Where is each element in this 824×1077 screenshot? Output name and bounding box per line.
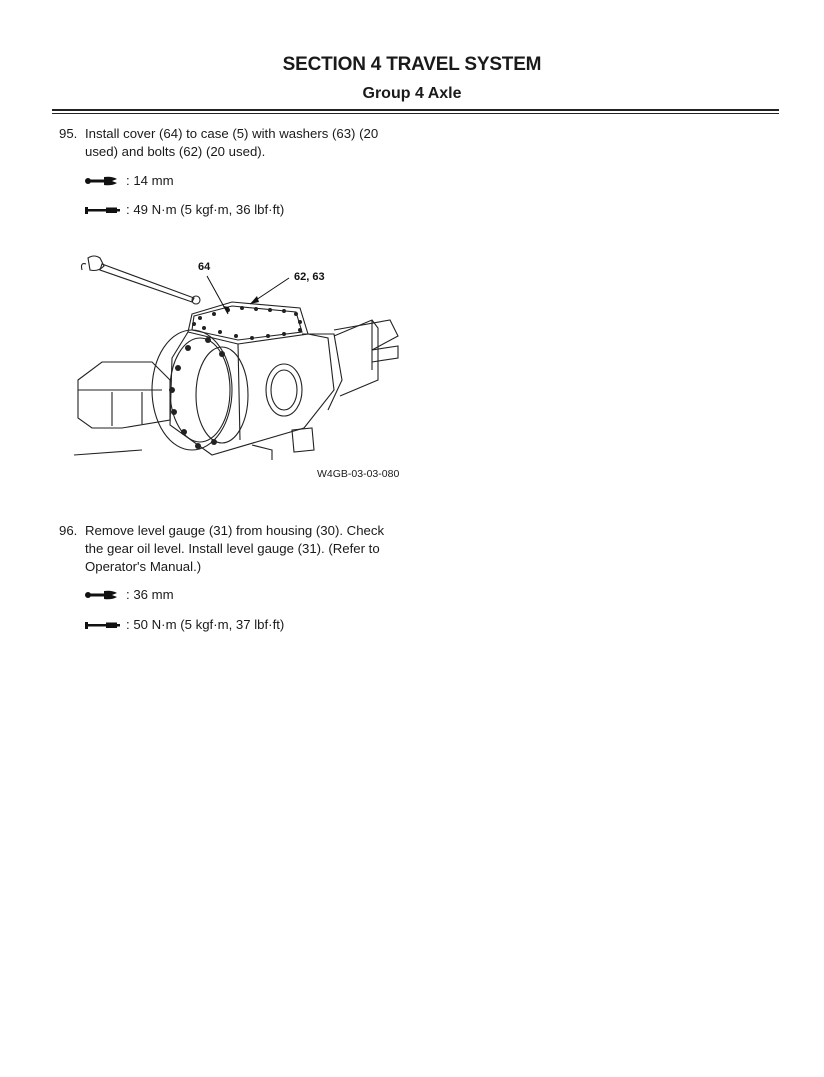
axle-cover-illustration: [72, 250, 402, 465]
torque-value: : 50 N·m (5 kgf·m, 37 lbf·ft): [126, 617, 285, 632]
step-96: [59, 522, 399, 576]
header-rule-thin: [52, 113, 779, 114]
callout-64: 64: [198, 261, 211, 273]
step-number: 96.: [59, 523, 78, 538]
torque-wrench-icon: [84, 619, 122, 631]
step-number: 95.: [59, 126, 78, 141]
torque-wrench-icon: [84, 204, 122, 216]
torque-spec-95: [84, 202, 284, 217]
header-rule-thick: [52, 109, 779, 111]
figure-code: W4GB-03-03-080: [317, 468, 400, 480]
wrench-spec-96: [84, 587, 174, 602]
wrench-icon: [84, 589, 122, 601]
torque-value: : 49 N·m (5 kgf·m, 36 lbf·ft): [126, 202, 285, 217]
section-title: SECTION 4 TRAVEL SYSTEM: [282, 54, 542, 75]
torque-spec-96: [84, 617, 284, 632]
wrench-icon: [84, 175, 122, 187]
wrench-spec-95: [84, 173, 174, 188]
group-title: Group 4 Axle: [362, 85, 462, 102]
step-text: Install cover (64) to case (5) with washers (63) (20 used) and bolts (62) (20 used).: [85, 126, 379, 159]
step-95: [59, 125, 399, 161]
callout-62-63: 62, 63: [294, 271, 325, 283]
wrench-size: : 14 mm: [126, 173, 174, 188]
step-text: Remove level gauge (31) from housing (30). Check the gear oil level. Install level gauge (31). (Refer to Operator's Manual.): [85, 523, 385, 574]
wrench-size: : 36 mm: [126, 587, 174, 602]
